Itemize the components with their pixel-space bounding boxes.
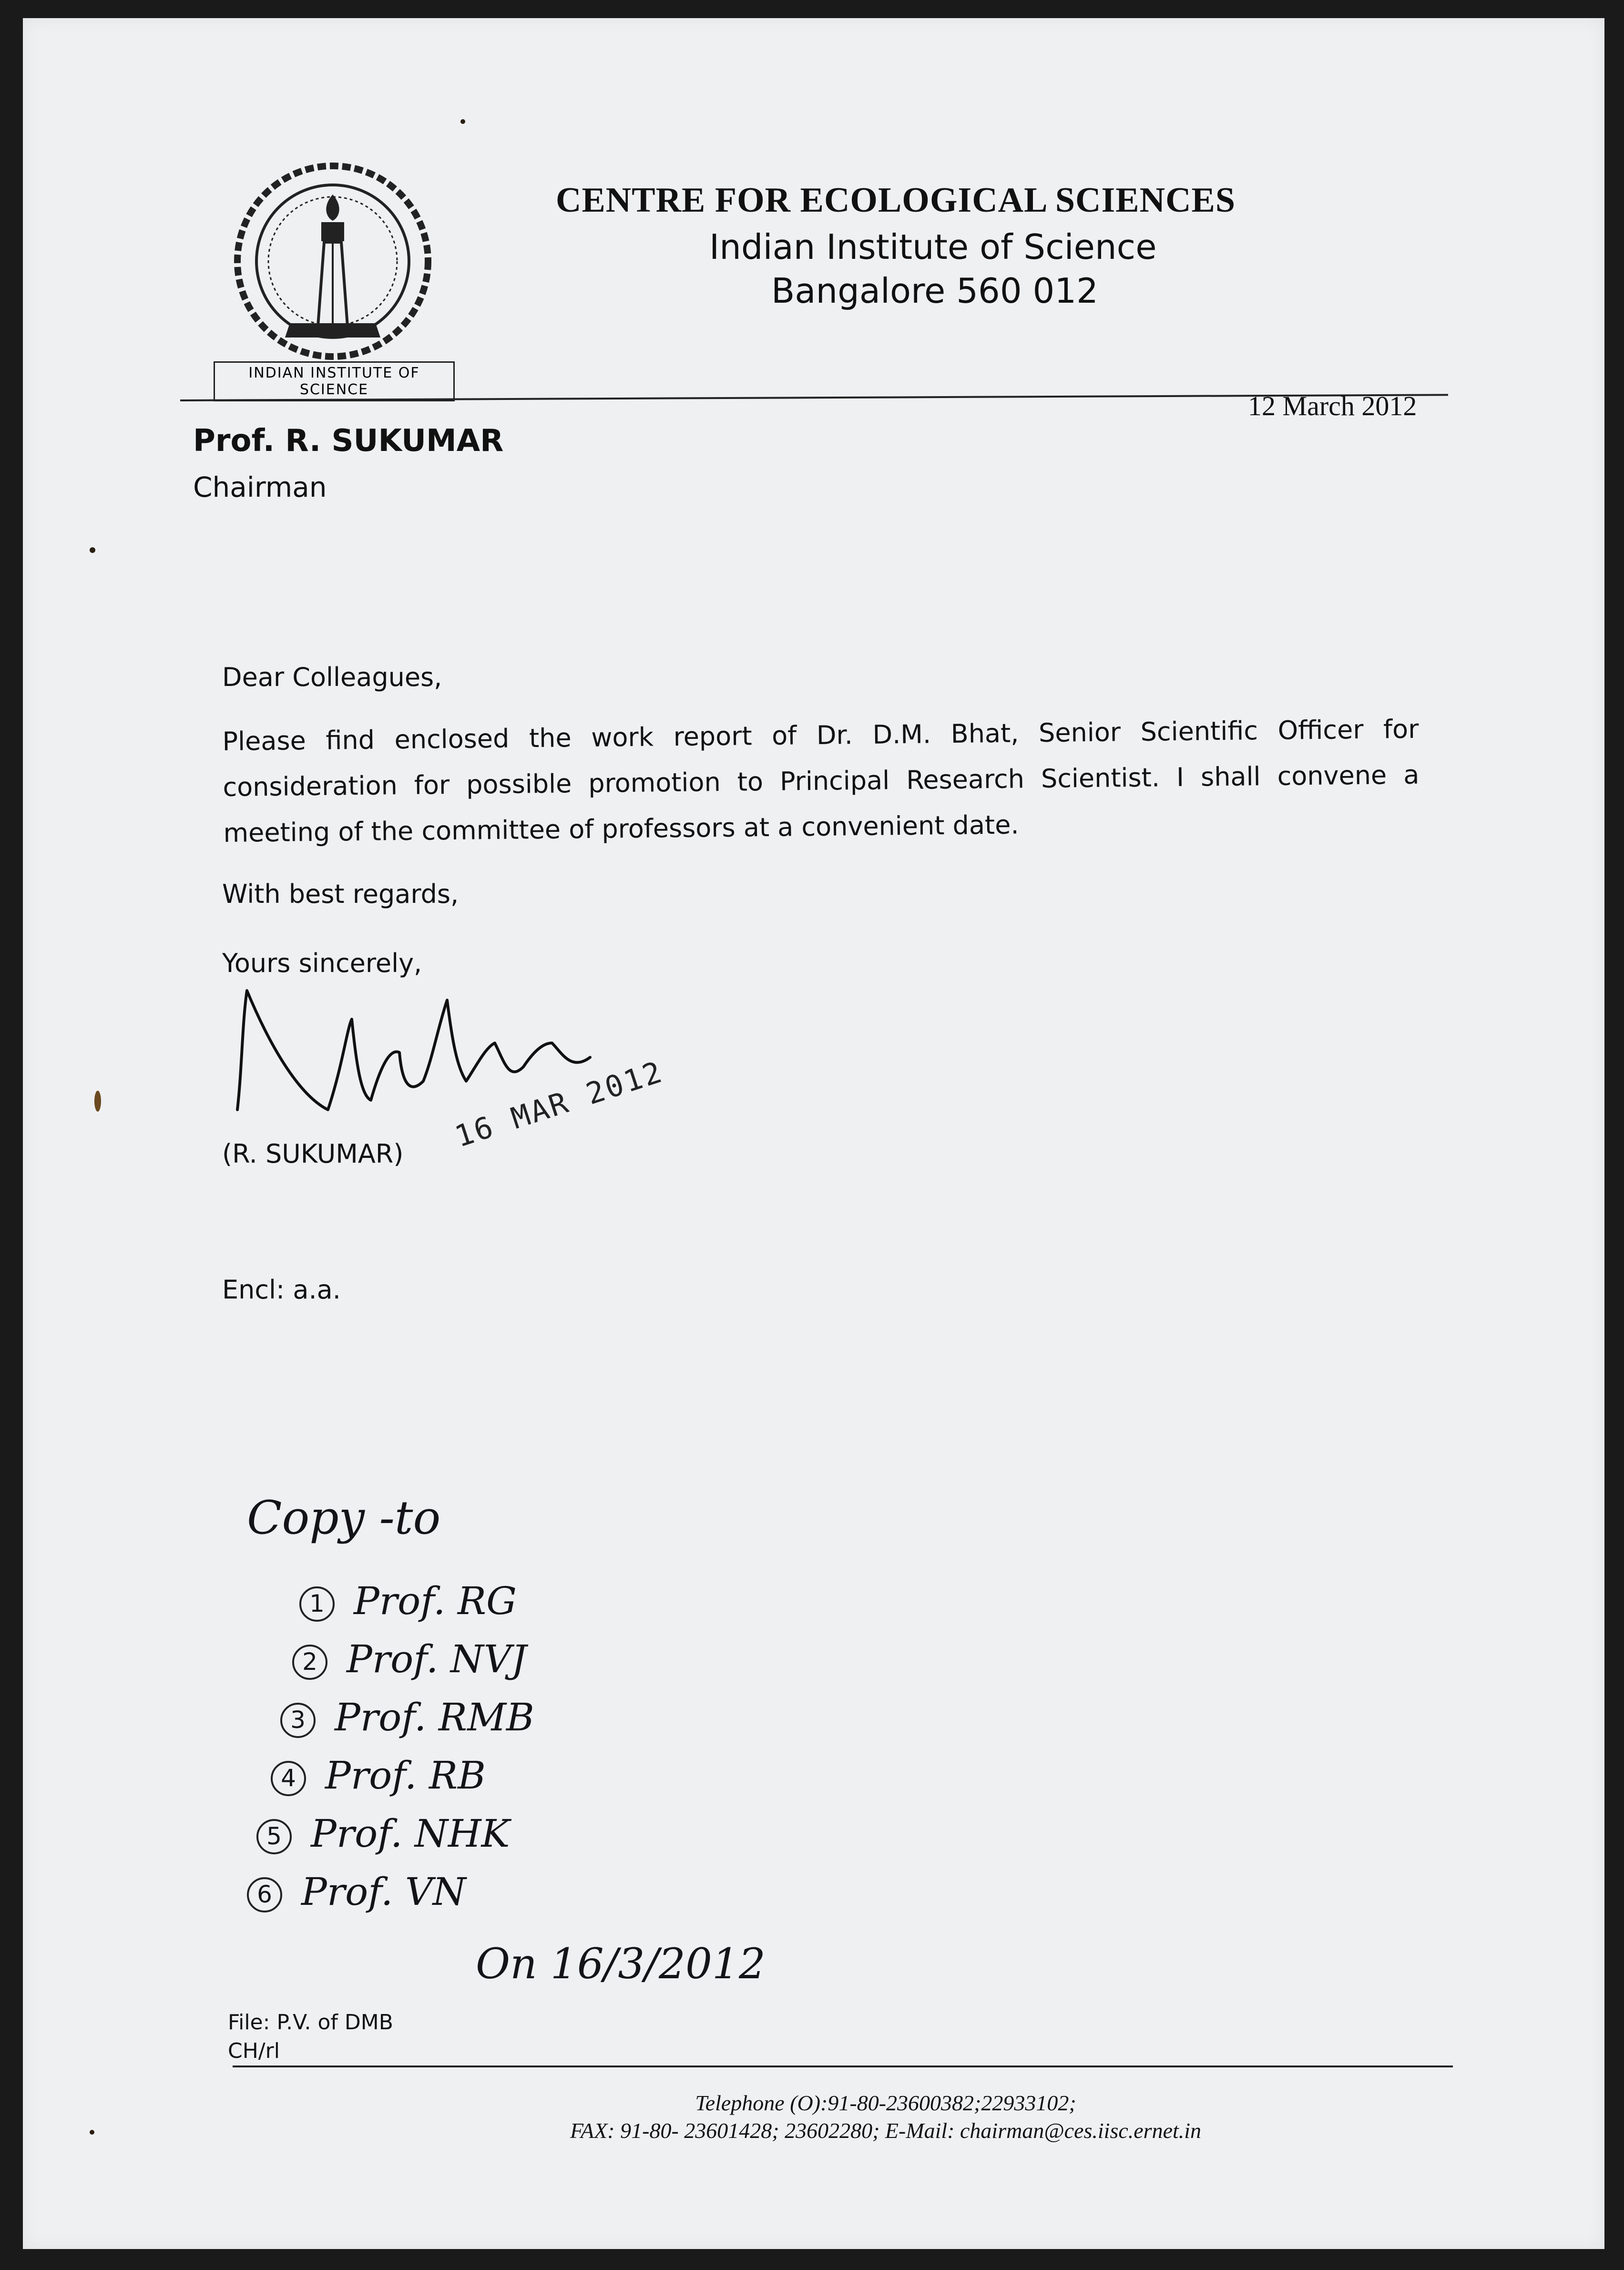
institution-name: CENTRE FOR ECOLOGICAL SCIENCES: [556, 181, 1236, 220]
closing-line: Yours sincerely,: [222, 948, 422, 978]
logo-banner: INDIAN INSTITUTE OF SCIENCE: [214, 361, 455, 401]
list-item: [280, 1688, 534, 1747]
initials-line: CH/rl: [228, 2039, 280, 2063]
footer-telephone: Telephone (O):91-80-23600382;22933102;: [695, 2091, 1076, 2115]
paper-spot: [94, 1091, 101, 1112]
regards-line: With best regards,: [222, 879, 459, 909]
file-reference: [228, 2008, 393, 2065]
list-number: 4: [271, 1761, 306, 1796]
list-item: [256, 1805, 534, 1863]
list-number: 3: [280, 1703, 316, 1738]
recipient: Prof. VN: [301, 1870, 466, 1914]
list-item: [271, 1747, 534, 1805]
letter-date: 12 March 2012: [1248, 390, 1417, 421]
recipient: Prof. NVJ: [347, 1637, 527, 1681]
list-item: [247, 1863, 534, 1921]
list-number: 1: [299, 1586, 335, 1622]
footer-fax-email: FAX: 91-80- 23601428; 23602280; E-Mail: chairman@ces.iisc.ernet.in: [570, 2118, 1202, 2143]
list-number: 5: [256, 1819, 292, 1854]
file-line: File: P.V. of DMB: [228, 2010, 393, 2035]
paper-spot: [90, 547, 95, 553]
paper-spot: [90, 2130, 94, 2135]
list-item: [299, 1572, 534, 1630]
recipient: Prof. RG: [354, 1579, 517, 1623]
institute-logo: [214, 161, 461, 409]
parent-institution: Indian Institute of Science: [709, 227, 1157, 267]
sender-title: Chairman: [193, 471, 327, 503]
list-item: [292, 1630, 534, 1688]
paper-spot: [460, 119, 465, 124]
footer-divider: [233, 2065, 1453, 2067]
greeting: Dear Colleagues,: [222, 662, 442, 692]
list-number: 6: [247, 1877, 282, 1912]
letter-page: [23, 18, 1604, 2249]
address-city: Bangalore 560 012: [771, 271, 1098, 311]
copy-to-list: [247, 1572, 534, 1921]
copy-date-note: On 16/3/2012: [476, 1939, 766, 1988]
received-date-stamp: 16 MAR 2012: [450, 1054, 668, 1154]
list-number: 2: [292, 1645, 327, 1680]
signature-name: (R. SUKUMAR): [222, 1139, 404, 1169]
body-paragraph: Please find enclosed the work report of Dr. D.M. Bhat, Senior Scientific Officer for consideration for possible promotion to Principal Research Scientist. I shall convene a meeting of the committee of professors at a convenient date.: [222, 714, 1420, 848]
recipient: Prof. RMB: [335, 1695, 534, 1739]
copy-to-heading: Copy -to: [247, 1491, 441, 1544]
sender-name: Prof. R. SUKUMAR: [193, 423, 504, 459]
enclosure-note: Encl: a.a.: [222, 1275, 341, 1305]
recipient: Prof. RB: [325, 1753, 486, 1798]
footer-contact: [433, 2089, 1338, 2145]
recipient: Prof. NHK: [311, 1811, 510, 1856]
